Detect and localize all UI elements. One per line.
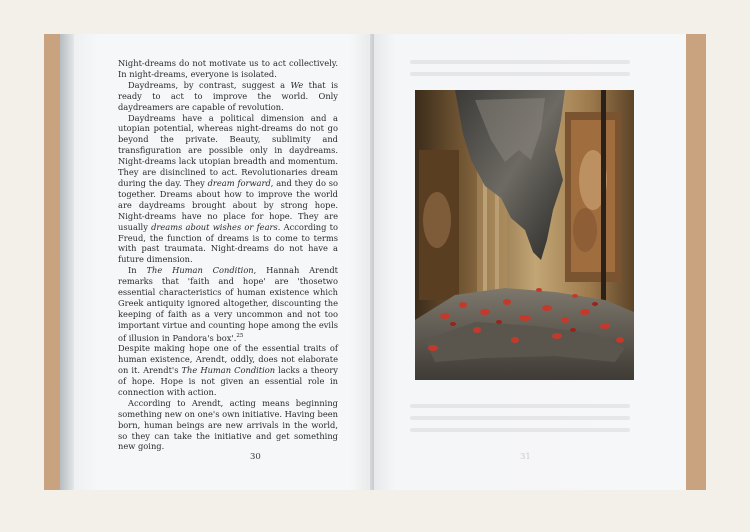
- footnote-marker: 25: [236, 332, 244, 339]
- artwork-photograph: [415, 90, 634, 380]
- page-number-left: 30: [250, 452, 261, 462]
- paragraph-1: Night-dreams do not motivate us to act collectively. In night-dreams, everyone is isolated.: [118, 58, 338, 79]
- installation-photo-illustration: [415, 90, 634, 380]
- show-through-line: [410, 404, 630, 408]
- show-through-line: [410, 428, 630, 432]
- paragraph-6: According to Arendt, acting means beginning something new on one's own initiative. Having been born, human beings are new arrivals in the world, so they can take the initiative and get something new going.: [118, 397, 338, 452]
- paragraph-3: Daydreams have a political dimension and a utopian potential, whereas night-dreams do not go beyond the private. Beauty, sublimity and transfiguration are possible only in daydreams. Night-dreams lack utopian breadth and momentum. They are disinclined to act. Revolutionaries dream during the day. They dream forward, and they do so together. Dreams about how to improve the world are daydreams brought about by strong hope. Night-dreams have no place for hope. They are usually dreams about wishes or fears. According to Freud, the function of dreams is to come to terms with past traumata. Night-dreams do not have a future dimension.: [118, 112, 339, 265]
- right-page: [374, 34, 686, 490]
- show-through-line: [410, 72, 630, 76]
- show-through-line: [410, 416, 630, 420]
- left-page: [74, 34, 374, 490]
- book-cover-right: [686, 34, 706, 490]
- left-page-text: [118, 58, 338, 452]
- paragraph-5: Despite making hope one of the essential traits of human existence, Arendt, oddly, does not elaborate on it. Arendt's The Human Condition lacks a theory of hope. Hope is not given an essential role in connection with action.: [118, 343, 338, 397]
- show-through-line: [410, 60, 630, 64]
- open-book: [44, 34, 706, 490]
- paragraph-2: Daydreams, by contrast, suggest a We that is ready to act to improve the world. Only daydreamers are capable of revolution.: [118, 79, 338, 112]
- page-number-right: 31: [520, 452, 531, 462]
- paragraph-4: In The Human Condition, Hannah Arendt remarks that 'faith and hope' are 'thosetwo essential characteristics of human existence which Greek antiquity ignored altogether, discounting the keeping of faith as a very uncommon and not too important virtue and counting hope among the evils of illusion in Pandora's box'.$^{25}$: [118, 265, 338, 343]
